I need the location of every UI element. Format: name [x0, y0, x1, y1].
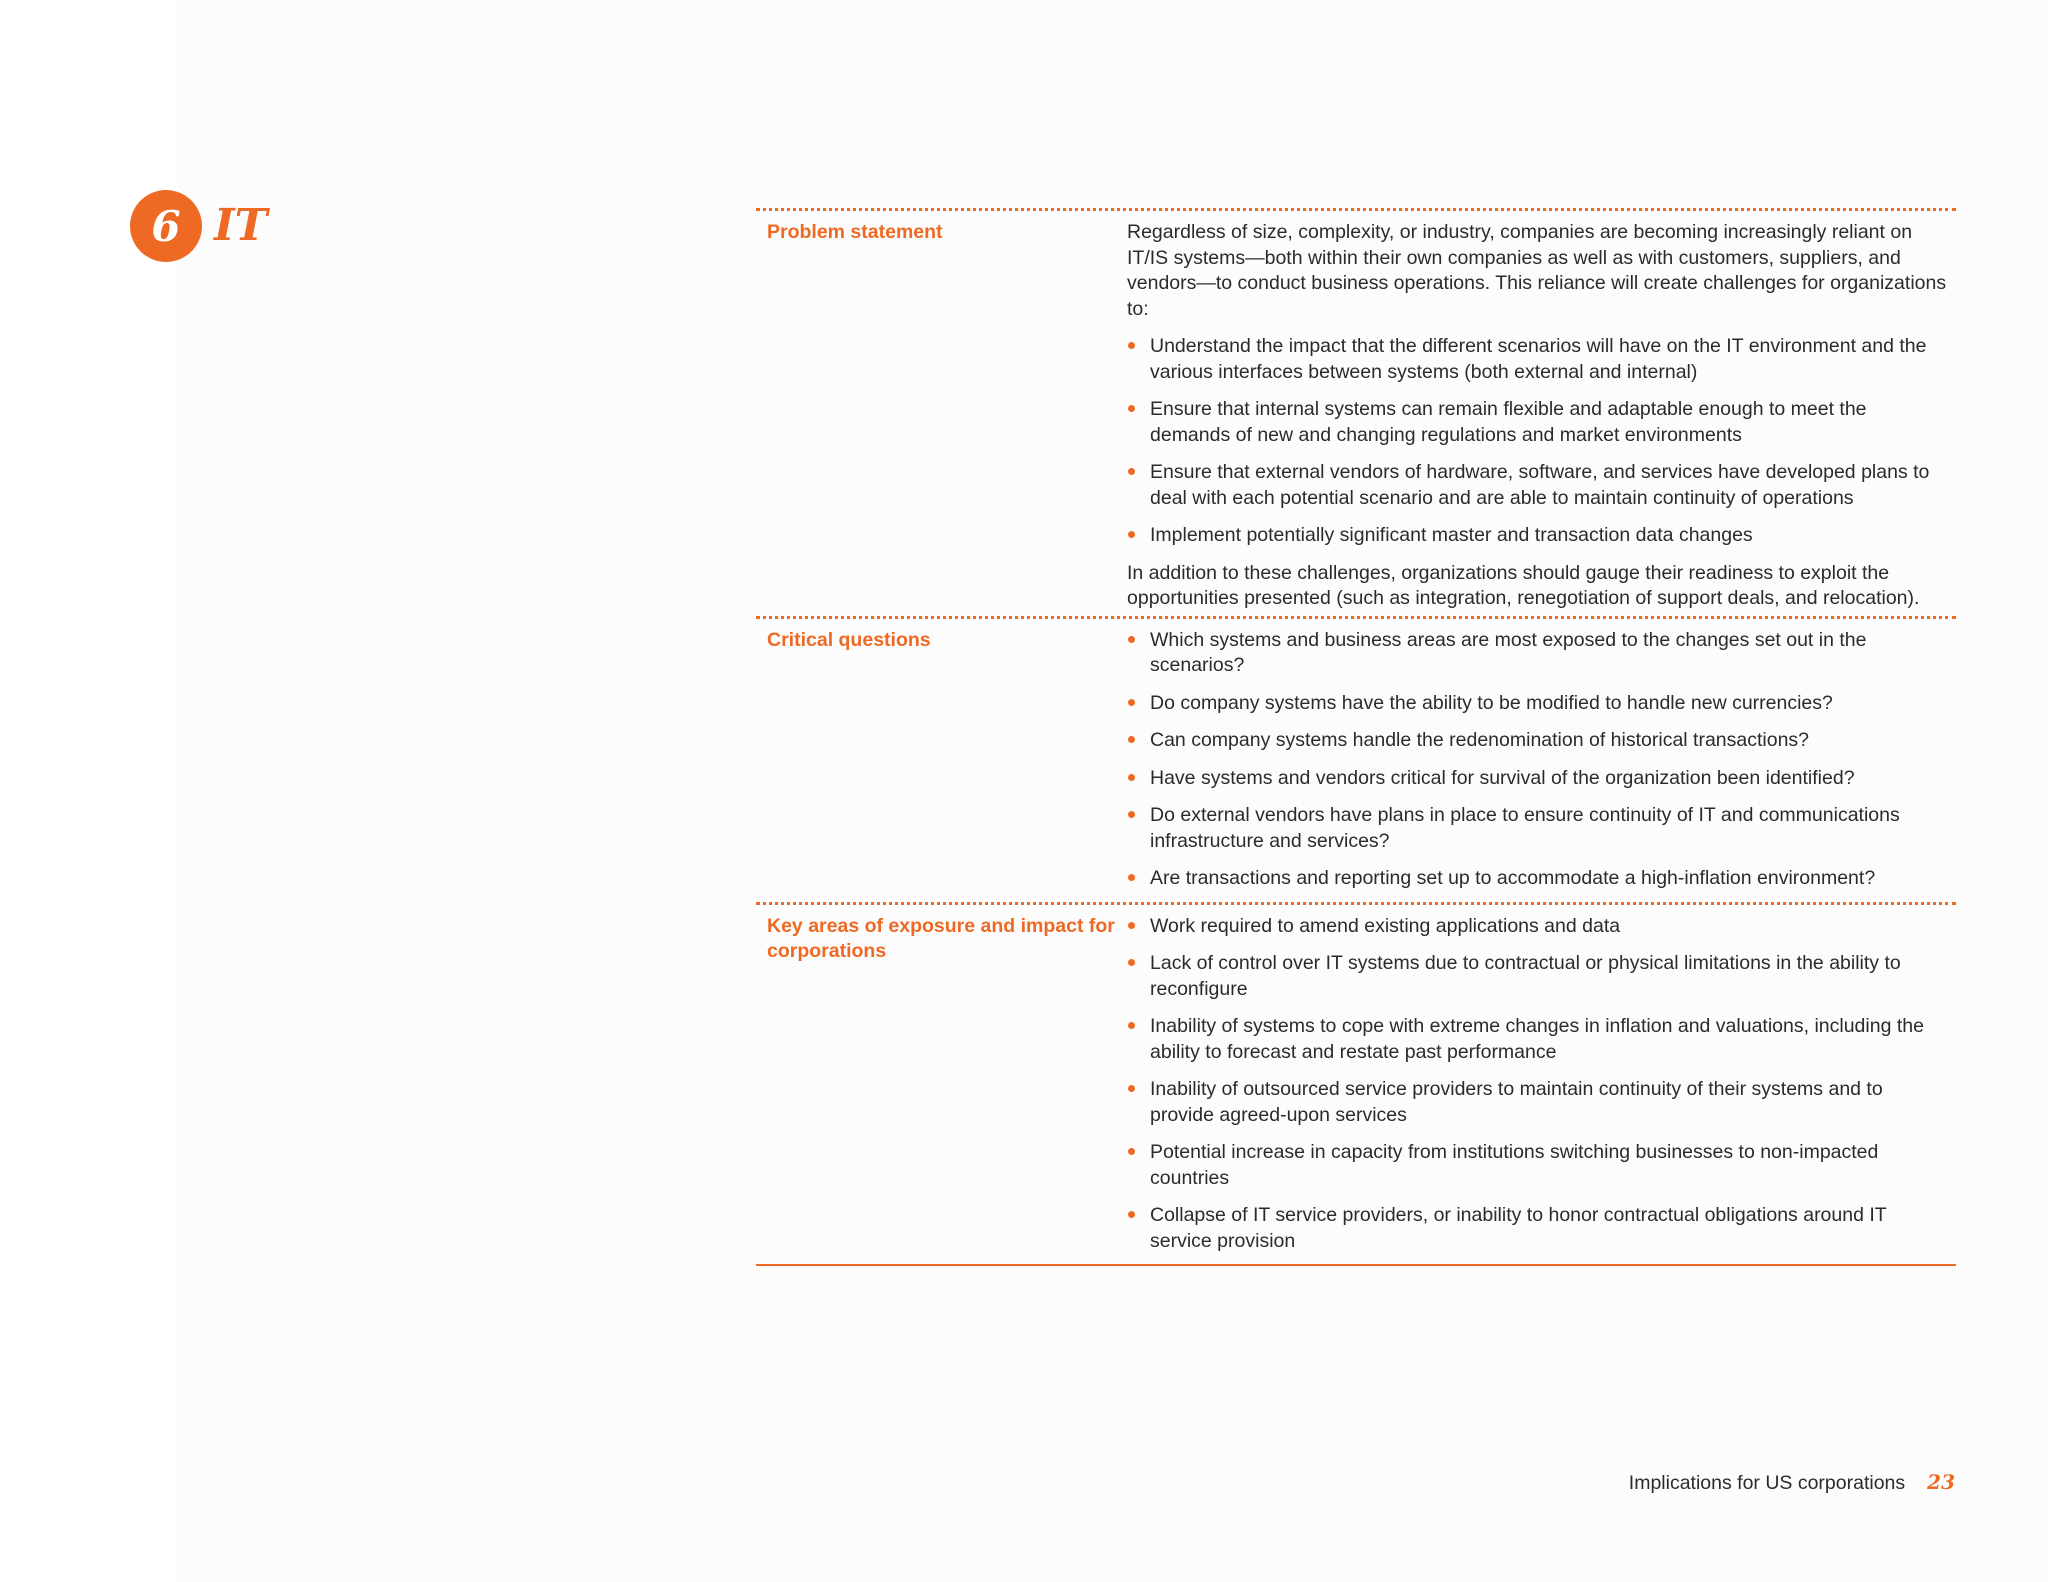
- intro-paragraph: Regardless of size, complexity, or industry, companies are becoming increasingly reliant on IT/IS systems—both within their own companies as well as with customers, suppliers, and vendors—to conduct business operations. This reliance will create challenges for organizations to:: [1127, 221, 1947, 320]
- list-item-text: Have systems and vendors critical for survival of the organization been identified?: [1150, 766, 1855, 789]
- closing-paragraph: In addition to these challenges, organizations should gauge their readiness to exploit the opportunities presented (such as integration, renegotiation of support deals, and relocation).: [1127, 561, 1920, 609]
- bullet-icon: [1128, 1022, 1135, 1029]
- bullet-icon: [1128, 1085, 1135, 1092]
- list-item: [1127, 1140, 1948, 1191]
- list-item: [1127, 523, 1948, 549]
- row-label: Problem statement: [767, 221, 943, 243]
- list-item-text: Lack of control over IT systems due to contractual or physical limitations in the ability to reconfigure: [1150, 952, 1901, 1000]
- list-item: [1127, 766, 1948, 792]
- bullet-icon: [1128, 959, 1135, 966]
- bullet-icon: [1128, 531, 1135, 538]
- list-item-text: Understand the impact that the different scenarios will have on the IT environment and the various interfaces between systems (both external and internal): [1150, 335, 1927, 383]
- list-item: [1127, 397, 1948, 448]
- list-item-text: Do company systems have the ability to be modified to handle new currencies?: [1150, 691, 1833, 714]
- list-item: [1127, 460, 1948, 511]
- row-problem-statement: [756, 211, 1956, 616]
- list-item-text: Do external vendors have plans in place to ensure continuity of IT and communications infrastructure and services?: [1150, 804, 1900, 852]
- bullet-icon: [1128, 811, 1135, 818]
- section-number: 6: [151, 201, 181, 251]
- list-item: [1127, 691, 1948, 717]
- row-label: Key areas of exposure and impact for corporations: [767, 914, 1115, 962]
- bullet-icon: [1128, 636, 1135, 643]
- list-item-text: Collapse of IT service providers, or inability to honor contractual obligations around IT service provision: [1150, 1204, 1887, 1252]
- list-item: [1127, 334, 1948, 385]
- section-title: IT: [214, 200, 268, 251]
- bullet-list: [1127, 914, 1948, 1255]
- bullet-icon: [1128, 922, 1135, 929]
- list-item-text: Ensure that internal systems can remain flexible and adaptable enough to meet the demands of new and changing regulations and market environments: [1150, 398, 1867, 446]
- row-key-areas-of-exposure: [756, 902, 1956, 1267]
- row-body: [1126, 905, 1956, 1265]
- bullet-list: [1127, 334, 1948, 549]
- list-item-text: Ensure that external vendors of hardware, software, and services have developed plans to deal with each potential scenario and are able to maintain continuity of operations: [1150, 461, 1930, 509]
- list-item: [1127, 728, 1948, 754]
- row-critical-questions: [756, 616, 1956, 902]
- list-item-text: Potential increase in capacity from institutions switching businesses to non-impacted countries: [1150, 1141, 1879, 1189]
- bullet-icon: [1128, 699, 1135, 706]
- list-item: [1127, 951, 1948, 1002]
- bullet-list: [1127, 628, 1948, 892]
- row-label: Critical questions: [767, 628, 931, 651]
- content-table: [756, 208, 1956, 1266]
- page-footer: [1629, 1470, 1955, 1495]
- footer-title: Implications for US corporations: [1628, 1472, 1906, 1494]
- bullet-icon: [1128, 342, 1135, 349]
- list-item: [1127, 1077, 1948, 1128]
- bullet-icon: [1128, 874, 1135, 881]
- list-item-text: Inability of outsourced service providers to maintain continuity of their systems and to provide agreed-upon services: [1150, 1078, 1883, 1126]
- bullet-icon: [1128, 468, 1135, 475]
- list-item-text: Work required to amend existing applications and data: [1150, 914, 1621, 937]
- row-body: [1126, 211, 1956, 616]
- bullet-icon: [1128, 774, 1135, 781]
- list-item-text: Inability of systems to cope with extreme changes in inflation and valuations, including the ability to forecast and restate past performance: [1150, 1015, 1924, 1063]
- list-item: [1127, 914, 1948, 940]
- bullet-icon: [1128, 1148, 1135, 1155]
- list-item-text: Implement potentially significant master and transaction data changes: [1150, 524, 1753, 546]
- bullet-icon: [1128, 405, 1135, 412]
- page-number: 23: [1927, 1470, 1955, 1494]
- list-item-text: Which systems and business areas are most exposed to the changes set out in the scenarios?: [1150, 628, 1867, 676]
- list-item: [1127, 628, 1948, 679]
- list-item-text: Are transactions and reporting set up to accommodate a high-inflation environment?: [1150, 867, 1876, 889]
- section-number-badge: [130, 190, 202, 262]
- list-item: [1127, 866, 1948, 892]
- list-item: [1127, 1014, 1948, 1065]
- list-item: [1127, 1203, 1948, 1254]
- bullet-icon: [1128, 736, 1135, 743]
- row-body: [1126, 619, 1956, 902]
- list-item-text: Can company systems handle the redenomination of historical transactions?: [1150, 729, 1810, 751]
- bullet-icon: [1128, 1211, 1135, 1218]
- list-item: [1127, 803, 1948, 854]
